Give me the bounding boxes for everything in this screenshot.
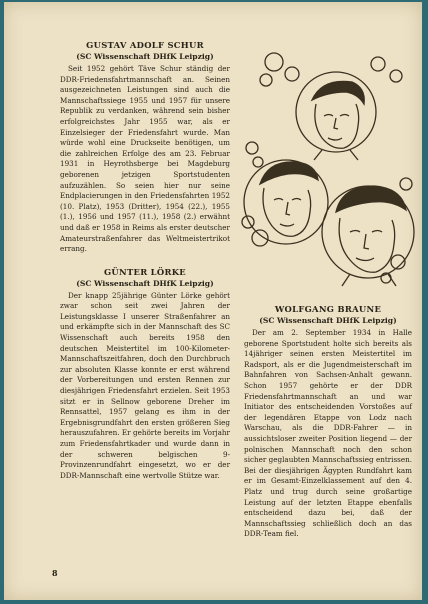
left-column bbox=[60, 40, 230, 481]
booklet-page bbox=[4, 2, 422, 600]
page-number: 8 bbox=[52, 568, 58, 578]
schur-heading: GUSTAV ADOLF SCHUR bbox=[86, 40, 204, 50]
loerke-heading: GÜNTER LÖRKE bbox=[103, 266, 186, 277]
loerke-text: Der knapp 25jährige Günter Lörke gehört zwar schon seit zwei Jahren der Leistungsklasse I unserer Straßenfahrer an und erkämpfte sich in der Mannschaft des SC Wissenschaft auch bereits 1958 den deutschen Meistertitel im 100-Kilometer-Mannschaftszeitfahren, doch den Durchbruch zur absoluten Klasse konnte er erst während der Vorbereitungen und ersten Rennen zur diesjährigen Friedensfahrt erzielen. Seit 1953 sitzt er in Sellnow geborene Dreher im Rennsattel, 1957 gelang es ihm in der Ergebnisgrundfahrt den ersten größeren Sieg herauszufahren. Er gehörte bereits im Vorjahr zum Friedensfahrtkader und wurde dann in der schweren belgischen 9-Provinzenrundfahrt eingesetzt, wo er der DDR-Mannschaft eine wertvolle Stütze war. bbox=[60, 290, 230, 480]
loerke-club: (SC Wissenschaft DHfK Leipzig) bbox=[76, 278, 214, 288]
braune-club: (SC Wissenschaft DHfK Leipzig) bbox=[259, 316, 397, 325]
loerke-section bbox=[60, 267, 230, 482]
braune-heading: WOLFGANG BRAUNE bbox=[274, 304, 382, 314]
schur-text: Seit 1952 gehört Täve Schur ständig der DDR-Friedensfahrtmannschaft an. Seinen ausgezeichneten Leistungen sind auch die Mannschaftssiege 1955 und 1957 für unsere Republik zu verdanken, während sein bisher erfolgreichstes Jahr 1955 war, als er Einzelsieger der Friedensfahrt wurde. Man würde wohl eine Druckseite benötigen, um die zahlreichen Erfolge des am 23. Februar 1931 in Heyrothsberge bei Magdeburg geborenen jetzigen Sportstudenten aufzuzählen. So seien hier nur seine Endplacierungen in den Friedensfahrten 1952 (10. Platz), 1953 (Dritter), 1954 (22.), 1955 (1.), 1956 und 1957 (11.), 1958 (2.) erwähnt und daß er 1958 in Reims als erster deutscher Amateurstraßenfahrer das Weltmeistertrikot errang. bbox=[60, 64, 230, 254]
cyclist-portraits-illustration bbox=[238, 52, 418, 292]
braune-text: Der am 2. September 1934 in Halle geborene Sportstudent holte sich bereits als 14jähriger seinen ersten Meistertitel im Radsport, als er die Jugendmeisterschaft im Bahnfahren von Sachsen-Anhalt gewann. Schon 1957 gehörte er der DDR Friedensfahrtmannschaft an und war Initiator des entscheidenden Vorstoßes auf der legendären Etappe von Lodz nach Warschau, als die DDR-Fahrer — in aussichtsloser zweiter Position liegend — der polnischen Mannschaft noch den schon sicher geglaubten Mannschaftssieg entrissen. Bei der diesjährigen Ägypten Rundfahrt kam er im Gesamt-Einzelklassement auf den 4. Platz und trug durch seine großartige Leistung auf der letzten Etappe ebenfalls entscheidend dazu bei, daß der Mannschaftssieg schließlich doch an das DDR-Team fiel. bbox=[244, 328, 412, 539]
right-column bbox=[244, 304, 412, 540]
schur-club: (SC Wissenschaft DHfK Leipzig) bbox=[76, 52, 214, 61]
